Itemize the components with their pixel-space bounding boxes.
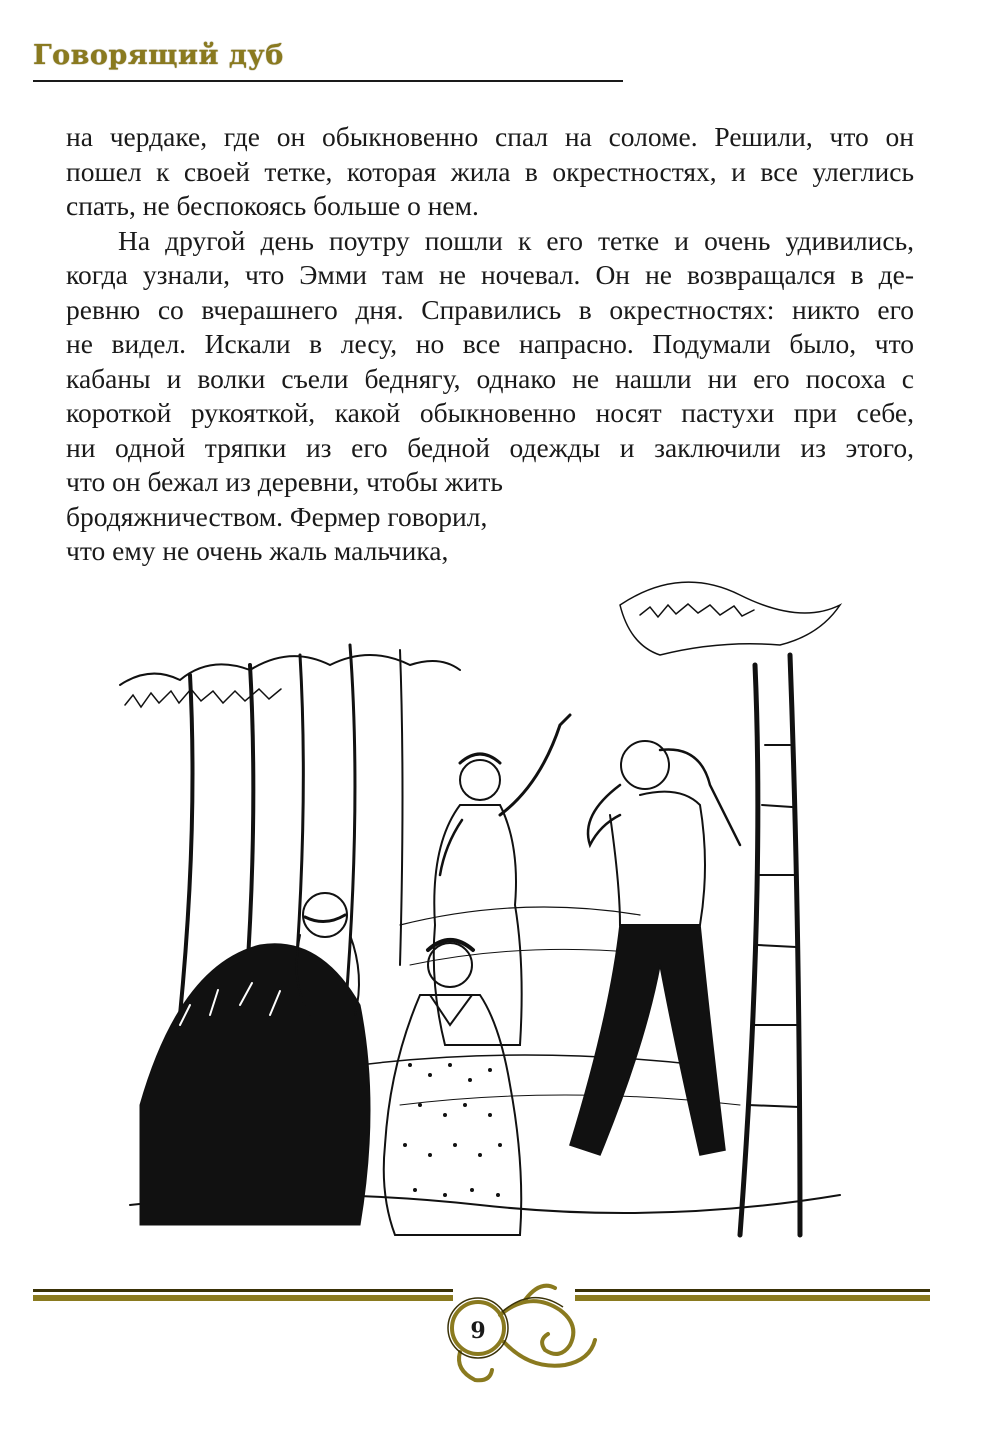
text-line: спать, не беспокоясь больше о нем.: [66, 190, 479, 221]
text-line: не видел. Искали в лесу, но все напрасно. Подумали было, что: [66, 328, 914, 359]
paragraph-1: [66, 120, 914, 224]
paragraph-2: [66, 224, 914, 569]
header-rule: [33, 80, 623, 82]
text-line: ревню со вчерашнего дня. Справились в окрестностях: никто его: [66, 293, 914, 325]
text-line: что он бежал из деревни, чтобы жить: [66, 466, 503, 497]
text-line: пошел к своей тетке, которая жила в окрестностях, и все улеглись: [66, 155, 914, 187]
text-line: короткой рукояткой, какой обыкновенно носят пастухи при себе,: [66, 397, 914, 428]
running-title: Говорящий дуб: [33, 40, 284, 71]
text-line: бродяжничеством. Фермер говорил,: [66, 500, 488, 532]
text-line: на чердаке, где он обыкновенно спал на соломе. Решили, что он: [66, 121, 914, 152]
footer-rule-right: [575, 1287, 930, 1303]
page-number: 9: [470, 1318, 486, 1344]
text-line: На другой день поутру пошли к его тетке и очень удивились,: [118, 224, 914, 256]
text-line: ни одной тряпки из его бедной одежды и заключили из этого,: [66, 431, 914, 463]
forest-scene-illustration: [100, 545, 860, 1265]
text-line: что ему не очень жаль мальчика,: [66, 535, 449, 566]
body-text: [66, 120, 914, 569]
text-line: кабаны и волки съели беднягу, однако не нашли ни его посоха с: [66, 362, 914, 394]
footer-rule-left: [33, 1287, 453, 1303]
text-line: когда узнали, что Эмми там не ночевал. Он не возвращался в де-: [66, 259, 914, 290]
